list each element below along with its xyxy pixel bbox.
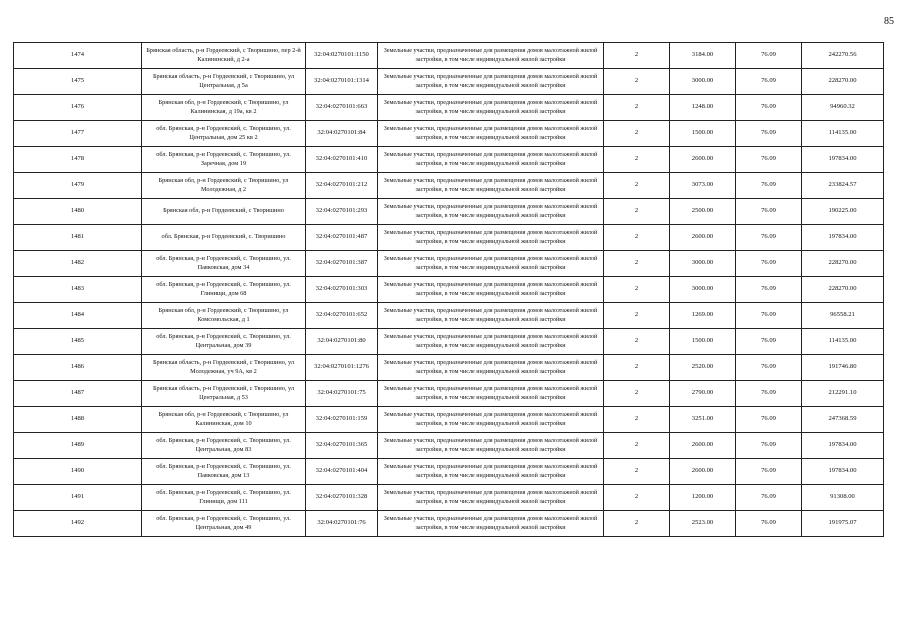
cadastral-number-cell: 32:04:0270101:293: [306, 199, 378, 225]
address-cell: обл. Брянская, р-н Гордеевский, с. Творишино: [142, 225, 306, 251]
table-row: [14, 329, 884, 355]
category-cell: 2: [604, 173, 670, 199]
address-cell: Брянская обл, р-н Гордеевский, с Творишино, ул Комсомольская, д 1: [142, 303, 306, 329]
row-number: 1485: [14, 329, 142, 355]
address-cell: обл. Брянская, р-н Гордеевский, с. Творишино, ул. Павковская, дом 34: [142, 251, 306, 277]
address-cell: обл. Брянская, р-н Гордеевский, с. Творишино, ул. Центральная, дом 39: [142, 329, 306, 355]
permitted-use-cell: Земельные участки, предназначенные для размещения домов малоэтажной жилой застройки, в том числе индивидуальной жилой застройки: [378, 69, 604, 95]
land-registry-table: [13, 42, 884, 537]
area-cell: 3000.00: [670, 69, 736, 95]
address-cell: обл. Брянская, р-н Гордеевский, с. Творишино, ул. Глинищи, дом 111: [142, 485, 306, 511]
cadastral-number-cell: 32:04:0270101:410: [306, 147, 378, 173]
table-row: [14, 173, 884, 199]
permitted-use-cell: Земельные участки, предназначенные для размещения домов малоэтажной жилой застройки, в том числе индивидуальной жилой застройки: [378, 277, 604, 303]
category-cell: 2: [604, 381, 670, 407]
cadastral-value-cell: 197834.00: [802, 459, 884, 485]
row-number: 1486: [14, 355, 142, 381]
area-cell: 2790.00: [670, 381, 736, 407]
specific-value-cell: 76.09: [736, 251, 802, 277]
table-row: [14, 225, 884, 251]
row-number: 1475: [14, 69, 142, 95]
permitted-use-cell: Земельные участки, предназначенные для размещения домов малоэтажной жилой застройки, в том числе индивидуальной жилой застройки: [378, 511, 604, 537]
category-cell: 2: [604, 121, 670, 147]
permitted-use-cell: Земельные участки, предназначенные для размещения домов малоэтажной жилой застройки, в том числе индивидуальной жилой застройки: [378, 199, 604, 225]
address-cell: Брянская область, р-н Гордеевский, с Творишино, ул Центральная, д 5а: [142, 69, 306, 95]
area-cell: 3000.00: [670, 251, 736, 277]
specific-value-cell: 76.09: [736, 459, 802, 485]
permitted-use-cell: Земельные участки, предназначенные для размещения домов малоэтажной жилой застройки, в том числе индивидуальной жилой застройки: [378, 303, 604, 329]
specific-value-cell: 76.09: [736, 225, 802, 251]
category-cell: 2: [604, 355, 670, 381]
area-cell: 3251.00: [670, 407, 736, 433]
address-cell: Брянская область, р-н Гордеевский, с Творишино, пер 2-й Калининский, д 2-а: [142, 43, 306, 69]
cadastral-value-cell: 114135.00: [802, 329, 884, 355]
specific-value-cell: 76.09: [736, 355, 802, 381]
specific-value-cell: 76.09: [736, 43, 802, 69]
area-cell: 2600.00: [670, 433, 736, 459]
row-number: 1487: [14, 381, 142, 407]
row-number: 1481: [14, 225, 142, 251]
specific-value-cell: 76.09: [736, 433, 802, 459]
table-row: [14, 69, 884, 95]
area-cell: 1500.00: [670, 121, 736, 147]
cadastral-value-cell: 94960.32: [802, 95, 884, 121]
permitted-use-cell: Земельные участки, предназначенные для размещения домов малоэтажной жилой застройки, в том числе индивидуальной жилой застройки: [378, 95, 604, 121]
permitted-use-cell: Земельные участки, предназначенные для размещения домов малоэтажной жилой застройки, в том числе индивидуальной жилой застройки: [378, 407, 604, 433]
category-cell: 2: [604, 433, 670, 459]
table-row: [14, 121, 884, 147]
permitted-use-cell: Земельные участки, предназначенные для размещения домов малоэтажной жилой застройки, в том числе индивидуальной жилой застройки: [378, 485, 604, 511]
permitted-use-cell: Земельные участки, предназначенные для размещения домов малоэтажной жилой застройки, в том числе индивидуальной жилой застройки: [378, 381, 604, 407]
area-cell: 2500.00: [670, 199, 736, 225]
permitted-use-cell: Земельные участки, предназначенные для размещения домов малоэтажной жилой застройки, в том числе индивидуальной жилой застройки: [378, 433, 604, 459]
specific-value-cell: 76.09: [736, 407, 802, 433]
address-cell: обл. Брянская, р-н Гордеевский, с. Творишино, ул. Центральная, дом 83: [142, 433, 306, 459]
permitted-use-cell: Земельные участки, предназначенные для размещения домов малоэтажной жилой застройки, в том числе индивидуальной жилой застройки: [378, 43, 604, 69]
cadastral-number-cell: 32:04:0270101:1276: [306, 355, 378, 381]
area-cell: 2600.00: [670, 147, 736, 173]
permitted-use-cell: Земельные участки, предназначенные для размещения домов малоэтажной жилой застройки, в том числе индивидуальной жилой застройки: [378, 459, 604, 485]
table-row: [14, 199, 884, 225]
category-cell: 2: [604, 147, 670, 173]
row-number: 1483: [14, 277, 142, 303]
cadastral-number-cell: 32:04:0270101:1150: [306, 43, 378, 69]
cadastral-number-cell: 32:04:0270101:487: [306, 225, 378, 251]
specific-value-cell: 76.09: [736, 121, 802, 147]
address-cell: обл. Брянская, р-н Гордеевский, с. Творишино, ул. Центральная, дом 49: [142, 511, 306, 537]
cadastral-number-cell: 32:04:0270101:159: [306, 407, 378, 433]
specific-value-cell: 76.09: [736, 329, 802, 355]
area-cell: 1500.00: [670, 329, 736, 355]
table-row: [14, 381, 884, 407]
row-number: 1482: [14, 251, 142, 277]
cadastral-number-cell: 32:04:0270101:387: [306, 251, 378, 277]
category-cell: 2: [604, 303, 670, 329]
row-number: 1491: [14, 485, 142, 511]
category-cell: 2: [604, 95, 670, 121]
cadastral-number-cell: 32:04:0270101:303: [306, 277, 378, 303]
cadastral-number-cell: 32:04:0270101:1314: [306, 69, 378, 95]
permitted-use-cell: Земельные участки, предназначенные для размещения домов малоэтажной жилой застройки, в том числе индивидуальной жилой застройки: [378, 251, 604, 277]
permitted-use-cell: Земельные участки, предназначенные для размещения домов малоэтажной жилой застройки, в том числе индивидуальной жилой застройки: [378, 147, 604, 173]
table-row: [14, 485, 884, 511]
address-cell: обл. Брянская, р-н Гордеевский, с. Творишино, ул. Глинищи, дом 68: [142, 277, 306, 303]
address-cell: Брянская обл, р-н Гордеевский, с Творишино, ул Калининская, дом 10: [142, 407, 306, 433]
area-cell: 3073.00: [670, 173, 736, 199]
address-cell: Брянская область, р-н Гордеевский, с Творишино, ул Молодежная, уч 9А, кв 2: [142, 355, 306, 381]
specific-value-cell: 76.09: [736, 277, 802, 303]
cadastral-number-cell: 32:04:0270101:80: [306, 329, 378, 355]
category-cell: 2: [604, 43, 670, 69]
specific-value-cell: 76.09: [736, 381, 802, 407]
table-row: [14, 147, 884, 173]
permitted-use-cell: Земельные участки, предназначенные для размещения домов малоэтажной жилой застройки, в том числе индивидуальной жилой застройки: [378, 121, 604, 147]
area-cell: 1200.00: [670, 485, 736, 511]
permitted-use-cell: Земельные участки, предназначенные для размещения домов малоэтажной жилой застройки, в том числе индивидуальной жилой застройки: [378, 225, 604, 251]
specific-value-cell: 76.09: [736, 303, 802, 329]
address-cell: Брянская обл, р-н Гордеевский, с Творишино: [142, 199, 306, 225]
specific-value-cell: 76.09: [736, 69, 802, 95]
category-cell: 2: [604, 407, 670, 433]
cadastral-number-cell: 32:04:0270101:652: [306, 303, 378, 329]
row-number: 1476: [14, 95, 142, 121]
permitted-use-cell: Земельные участки, предназначенные для размещения домов малоэтажной жилой застройки, в том числе индивидуальной жилой застройки: [378, 329, 604, 355]
cadastral-value-cell: 247368.59: [802, 407, 884, 433]
cadastral-number-cell: 32:04:0270101:212: [306, 173, 378, 199]
specific-value-cell: 76.09: [736, 511, 802, 537]
row-number: 1480: [14, 199, 142, 225]
table-row: [14, 303, 884, 329]
cadastral-value-cell: 197834.00: [802, 225, 884, 251]
table-row: [14, 251, 884, 277]
specific-value-cell: 76.09: [736, 95, 802, 121]
cadastral-value-cell: 91308.00: [802, 485, 884, 511]
table-row: [14, 43, 884, 69]
category-cell: 2: [604, 511, 670, 537]
row-number: 1474: [14, 43, 142, 69]
address-cell: Брянская обл, р-н Гордеевский, с Творишино, ул Калининская, д 19а, кв 2: [142, 95, 306, 121]
permitted-use-cell: Земельные участки, предназначенные для размещения домов малоэтажной жилой застройки, в том числе индивидуальной жилой застройки: [378, 173, 604, 199]
area-cell: 2523.00: [670, 511, 736, 537]
page-number: 85: [884, 16, 894, 27]
cadastral-value-cell: 212291.10: [802, 381, 884, 407]
area-cell: 2520.00: [670, 355, 736, 381]
cadastral-number-cell: 32:04:0270101:76: [306, 511, 378, 537]
area-cell: 2600.00: [670, 459, 736, 485]
cadastral-value-cell: 228270.00: [802, 69, 884, 95]
address-cell: Брянская обл, р-н Гордеевский, с Творишино, ул Молодежная, д 2: [142, 173, 306, 199]
cadastral-value-cell: 242270.56: [802, 43, 884, 69]
cadastral-number-cell: 32:04:0270101:663: [306, 95, 378, 121]
table-row: [14, 95, 884, 121]
area-cell: 1248.00: [670, 95, 736, 121]
category-cell: 2: [604, 69, 670, 95]
specific-value-cell: 76.09: [736, 147, 802, 173]
cadastral-number-cell: 32:04:0270101:365: [306, 433, 378, 459]
area-cell: 2600.00: [670, 225, 736, 251]
table-row: [14, 459, 884, 485]
cadastral-value-cell: 96558.21: [802, 303, 884, 329]
table-row: [14, 433, 884, 459]
cadastral-number-cell: 32:04:0270101:404: [306, 459, 378, 485]
category-cell: 2: [604, 485, 670, 511]
row-number: 1490: [14, 459, 142, 485]
address-cell: обл. Брянская, р-н Гордеевский, с. Творишино, ул. Павковская, дом 13: [142, 459, 306, 485]
cadastral-value-cell: 233824.57: [802, 173, 884, 199]
cadastral-value-cell: 228270.00: [802, 251, 884, 277]
specific-value-cell: 76.09: [736, 485, 802, 511]
category-cell: 2: [604, 251, 670, 277]
cadastral-value-cell: 190225.00: [802, 199, 884, 225]
table-row: [14, 277, 884, 303]
row-number: 1479: [14, 173, 142, 199]
row-number: 1477: [14, 121, 142, 147]
cadastral-value-cell: 197834.00: [802, 433, 884, 459]
category-cell: 2: [604, 277, 670, 303]
row-number: 1489: [14, 433, 142, 459]
cadastral-value-cell: 197834.00: [802, 147, 884, 173]
address-cell: обл. Брянская, р-н Гордеевский, с. Творишино, ул. Заречная, дом 19: [142, 147, 306, 173]
row-number: 1488: [14, 407, 142, 433]
category-cell: 2: [604, 459, 670, 485]
cadastral-number-cell: 32:04:0270101:75: [306, 381, 378, 407]
address-cell: Брянская область, р-н Гордеевский, с Творишино, ул Центральная, д 53: [142, 381, 306, 407]
area-cell: 3184.00: [670, 43, 736, 69]
cadastral-value-cell: 228270.00: [802, 277, 884, 303]
table-row: [14, 511, 884, 537]
area-cell: 1269.00: [670, 303, 736, 329]
category-cell: 2: [604, 225, 670, 251]
row-number: 1492: [14, 511, 142, 537]
cadastral-number-cell: 32:04:0270101:84: [306, 121, 378, 147]
specific-value-cell: 76.09: [736, 199, 802, 225]
table-row: [14, 355, 884, 381]
row-number: 1478: [14, 147, 142, 173]
area-cell: 3000.00: [670, 277, 736, 303]
permitted-use-cell: Земельные участки, предназначенные для размещения домов малоэтажной жилой застройки, в том числе индивидуальной жилой застройки: [378, 355, 604, 381]
cadastral-value-cell: 114135.00: [802, 121, 884, 147]
address-cell: обл. Брянская, р-н Гордеевский, с. Творишино, ул. Центральная, дом 25 кв 2: [142, 121, 306, 147]
category-cell: 2: [604, 329, 670, 355]
cadastral-value-cell: 191746.80: [802, 355, 884, 381]
cadastral-number-cell: 32:04:0270101:328: [306, 485, 378, 511]
category-cell: 2: [604, 199, 670, 225]
specific-value-cell: 76.09: [736, 173, 802, 199]
table-row: [14, 407, 884, 433]
cadastral-value-cell: 191975.07: [802, 511, 884, 537]
row-number: 1484: [14, 303, 142, 329]
